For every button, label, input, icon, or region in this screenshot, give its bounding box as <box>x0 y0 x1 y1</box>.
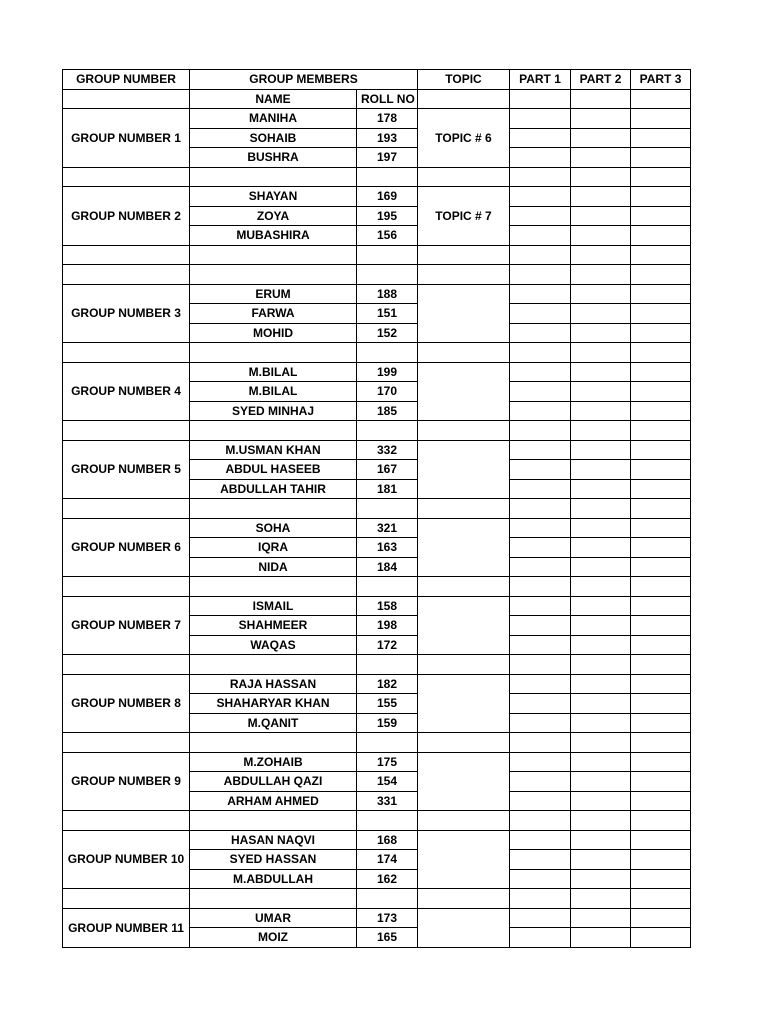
empty-cell[interactable] <box>190 889 357 909</box>
member-roll-no[interactable]: 155 <box>357 694 418 714</box>
empty-cell[interactable] <box>631 343 691 363</box>
spacer-row <box>63 265 691 285</box>
empty-cell[interactable] <box>510 265 571 285</box>
empty-cell[interactable] <box>631 421 691 441</box>
part1-cell[interactable] <box>510 206 571 226</box>
empty-cell[interactable] <box>63 167 190 187</box>
member-roll-no[interactable]: 195 <box>357 206 418 226</box>
part2-cell[interactable] <box>571 713 631 733</box>
header-row <box>63 70 691 90</box>
part1-cell[interactable] <box>510 928 571 948</box>
part1-cell[interactable] <box>510 791 571 811</box>
empty-cell[interactable] <box>571 265 631 285</box>
empty-cell[interactable] <box>571 733 631 753</box>
part1-cell[interactable] <box>510 401 571 421</box>
member-name[interactable]: RAJA HASSAN <box>190 674 357 694</box>
member-roll-no[interactable]: 170 <box>357 382 418 402</box>
member-row <box>63 284 691 304</box>
group-members-header[interactable]: GROUP MEMBERS <box>190 70 418 90</box>
part2-cell[interactable] <box>571 694 631 714</box>
member-name[interactable]: ERUM <box>190 284 357 304</box>
part1-cell[interactable] <box>510 440 571 460</box>
group-assignment-table <box>62 69 691 948</box>
part3-cell[interactable] <box>631 928 691 948</box>
part3-cell[interactable] <box>631 148 691 168</box>
part2-cell[interactable] <box>571 869 631 889</box>
member-name[interactable]: M.ABDULLAH <box>190 869 357 889</box>
member-roll-no[interactable]: 185 <box>357 401 418 421</box>
empty-cell[interactable] <box>510 733 571 753</box>
spacer-row <box>63 245 691 265</box>
part2-cell[interactable] <box>571 109 631 129</box>
member-name[interactable]: FARWA <box>190 304 357 324</box>
member-roll-no[interactable]: 151 <box>357 304 418 324</box>
part3-cell[interactable] <box>631 538 691 558</box>
part1-cell[interactable] <box>510 187 571 207</box>
part1-cell[interactable] <box>510 226 571 246</box>
part2-cell[interactable] <box>571 791 631 811</box>
empty-cell[interactable] <box>418 577 510 597</box>
empty-cell[interactable] <box>63 245 190 265</box>
empty-cell[interactable] <box>571 421 631 441</box>
part3-cell[interactable] <box>631 362 691 382</box>
member-name[interactable]: MANIHA <box>190 109 357 129</box>
part3-cell[interactable] <box>631 304 691 324</box>
member-roll-no[interactable]: 182 <box>357 674 418 694</box>
empty-cell[interactable] <box>418 89 510 109</box>
part2-cell[interactable] <box>571 479 631 499</box>
part1-cell[interactable] <box>510 518 571 538</box>
part1-cell[interactable] <box>510 752 571 772</box>
group-topic[interactable] <box>418 674 510 733</box>
spacer-row <box>63 733 691 753</box>
empty-cell[interactable] <box>510 655 571 675</box>
part2-cell[interactable] <box>571 187 631 207</box>
empty-cell[interactable] <box>418 421 510 441</box>
part2-header[interactable]: PART 2 <box>571 70 631 90</box>
empty-cell[interactable] <box>190 577 357 597</box>
member-name[interactable]: ZOYA <box>190 206 357 226</box>
empty-cell[interactable] <box>190 245 357 265</box>
part3-cell[interactable] <box>631 440 691 460</box>
empty-cell[interactable] <box>190 655 357 675</box>
empty-cell[interactable] <box>63 577 190 597</box>
part1-cell[interactable] <box>510 674 571 694</box>
part1-cell[interactable] <box>510 635 571 655</box>
empty-cell[interactable] <box>190 421 357 441</box>
empty-cell[interactable] <box>357 167 418 187</box>
empty-cell[interactable] <box>631 245 691 265</box>
part3-cell[interactable] <box>631 187 691 207</box>
empty-cell[interactable] <box>190 343 357 363</box>
empty-cell[interactable] <box>63 655 190 675</box>
spacer-row <box>63 655 691 675</box>
group-label[interactable]: GROUP NUMBER 6 <box>63 518 190 577</box>
empty-cell[interactable] <box>357 499 418 519</box>
part2-cell[interactable] <box>571 362 631 382</box>
part3-cell[interactable] <box>631 596 691 616</box>
spacer-row <box>63 421 691 441</box>
group-topic[interactable] <box>418 440 510 499</box>
part3-cell[interactable] <box>631 518 691 538</box>
part3-cell[interactable] <box>631 226 691 246</box>
member-name[interactable]: M.QANIT <box>190 713 357 733</box>
member-name[interactable]: ABDULLAH QAZI <box>190 772 357 792</box>
subheader-row <box>63 89 691 109</box>
part2-cell[interactable] <box>571 401 631 421</box>
member-row <box>63 187 691 207</box>
member-roll-no[interactable]: 178 <box>357 109 418 129</box>
part1-cell[interactable] <box>510 694 571 714</box>
member-roll-no[interactable]: 332 <box>357 440 418 460</box>
part3-cell[interactable] <box>631 128 691 148</box>
spacer-row <box>63 343 691 363</box>
part1-cell[interactable] <box>510 382 571 402</box>
member-roll-no[interactable]: 331 <box>357 791 418 811</box>
part3-cell[interactable] <box>631 772 691 792</box>
part3-cell[interactable] <box>631 109 691 129</box>
member-name[interactable]: SOHA <box>190 518 357 538</box>
empty-cell[interactable] <box>510 499 571 519</box>
member-name[interactable]: ABDUL HASEEB <box>190 460 357 480</box>
part3-cell[interactable] <box>631 674 691 694</box>
empty-cell[interactable] <box>510 89 571 109</box>
part1-header[interactable]: PART 1 <box>510 70 571 90</box>
member-name[interactable]: SHAHARYAR KHAN <box>190 694 357 714</box>
part3-cell[interactable] <box>631 713 691 733</box>
empty-cell[interactable] <box>418 655 510 675</box>
empty-cell[interactable] <box>571 577 631 597</box>
empty-cell[interactable] <box>357 577 418 597</box>
empty-cell[interactable] <box>418 167 510 187</box>
part3-cell[interactable] <box>631 850 691 870</box>
part1-cell[interactable] <box>510 772 571 792</box>
empty-cell[interactable] <box>571 811 631 831</box>
empty-cell[interactable] <box>190 265 357 285</box>
part2-cell[interactable] <box>571 635 631 655</box>
member-roll-no[interactable]: 156 <box>357 226 418 246</box>
part1-cell[interactable] <box>510 557 571 577</box>
member-name[interactable]: MOIZ <box>190 928 357 948</box>
group-label[interactable]: GROUP NUMBER 10 <box>63 830 190 889</box>
member-roll-no[interactable]: 152 <box>357 323 418 343</box>
part2-cell[interactable] <box>571 460 631 480</box>
empty-cell[interactable] <box>510 889 571 909</box>
member-roll-no[interactable]: 181 <box>357 479 418 499</box>
part2-cell[interactable] <box>571 830 631 850</box>
group-label[interactable]: GROUP NUMBER 2 <box>63 187 190 246</box>
part1-cell[interactable] <box>510 323 571 343</box>
part2-cell[interactable] <box>571 323 631 343</box>
spacer-row <box>63 889 691 909</box>
group-topic[interactable]: TOPIC # 7 <box>418 187 510 246</box>
part3-cell[interactable] <box>631 869 691 889</box>
empty-cell[interactable] <box>571 343 631 363</box>
member-row <box>63 596 691 616</box>
group-label[interactable]: GROUP NUMBER 8 <box>63 674 190 733</box>
part2-cell[interactable] <box>571 518 631 538</box>
member-row <box>63 518 691 538</box>
part3-cell[interactable] <box>631 830 691 850</box>
part1-cell[interactable] <box>510 109 571 129</box>
empty-cell[interactable] <box>571 245 631 265</box>
member-roll-no[interactable]: 163 <box>357 538 418 558</box>
empty-cell[interactable] <box>190 167 357 187</box>
part3-cell[interactable] <box>631 908 691 928</box>
group-topic[interactable] <box>418 518 510 577</box>
member-name[interactable]: SHAHMEER <box>190 616 357 636</box>
part3-cell[interactable] <box>631 791 691 811</box>
empty-cell[interactable] <box>63 889 190 909</box>
part2-cell[interactable] <box>571 148 631 168</box>
empty-cell[interactable] <box>63 421 190 441</box>
member-roll-no[interactable]: 169 <box>357 187 418 207</box>
part1-cell[interactable] <box>510 304 571 324</box>
member-roll-no[interactable]: 321 <box>357 518 418 538</box>
part1-cell[interactable] <box>510 460 571 480</box>
group-topic[interactable] <box>418 362 510 421</box>
part3-cell[interactable] <box>631 752 691 772</box>
member-name[interactable]: M.BILAL <box>190 362 357 382</box>
empty-cell[interactable] <box>63 265 190 285</box>
part2-cell[interactable] <box>571 908 631 928</box>
empty-cell[interactable] <box>418 245 510 265</box>
group-number-header[interactable]: GROUP NUMBER <box>63 70 190 90</box>
empty-cell[interactable] <box>631 577 691 597</box>
spacer-row <box>63 577 691 597</box>
member-name[interactable]: ISMAIL <box>190 596 357 616</box>
member-name[interactable]: SYED MINHAJ <box>190 401 357 421</box>
empty-cell[interactable] <box>510 167 571 187</box>
part1-cell[interactable] <box>510 908 571 928</box>
empty-cell[interactable] <box>418 889 510 909</box>
name-header[interactable]: NAME <box>190 89 357 109</box>
part1-cell[interactable] <box>510 713 571 733</box>
empty-cell[interactable] <box>571 499 631 519</box>
part1-cell[interactable] <box>510 479 571 499</box>
member-roll-no[interactable]: 154 <box>357 772 418 792</box>
part2-cell[interactable] <box>571 850 631 870</box>
part2-cell[interactable] <box>571 284 631 304</box>
part2-cell[interactable] <box>571 304 631 324</box>
member-roll-no[interactable]: 184 <box>357 557 418 577</box>
empty-cell[interactable] <box>631 499 691 519</box>
part2-cell[interactable] <box>571 928 631 948</box>
part2-cell[interactable] <box>571 440 631 460</box>
member-roll-no[interactable]: 172 <box>357 635 418 655</box>
part2-cell[interactable] <box>571 616 631 636</box>
empty-cell[interactable] <box>357 265 418 285</box>
member-roll-no[interactable]: 158 <box>357 596 418 616</box>
group-topic[interactable] <box>418 284 510 343</box>
part1-cell[interactable] <box>510 148 571 168</box>
part3-cell[interactable] <box>631 635 691 655</box>
member-roll-no[interactable]: 167 <box>357 460 418 480</box>
empty-cell[interactable] <box>63 343 190 363</box>
empty-cell[interactable] <box>63 733 190 753</box>
empty-cell[interactable] <box>631 733 691 753</box>
part3-cell[interactable] <box>631 694 691 714</box>
member-row <box>63 362 691 382</box>
member-roll-no[interactable]: 193 <box>357 128 418 148</box>
member-roll-no[interactable]: 168 <box>357 830 418 850</box>
group-label[interactable]: GROUP NUMBER 9 <box>63 752 190 811</box>
spacer-row <box>63 167 691 187</box>
member-row <box>63 830 691 850</box>
part2-cell[interactable] <box>571 226 631 246</box>
member-row <box>63 674 691 694</box>
empty-cell[interactable] <box>510 811 571 831</box>
part2-cell[interactable] <box>571 538 631 558</box>
part2-cell[interactable] <box>571 382 631 402</box>
member-name[interactable]: MUBASHIRA <box>190 226 357 246</box>
part1-cell[interactable] <box>510 616 571 636</box>
empty-cell[interactable] <box>631 655 691 675</box>
part1-cell[interactable] <box>510 284 571 304</box>
member-name[interactable]: ARHAM AHMED <box>190 791 357 811</box>
empty-cell[interactable] <box>357 733 418 753</box>
empty-cell[interactable] <box>631 89 691 109</box>
empty-cell[interactable] <box>190 733 357 753</box>
group-topic[interactable] <box>418 908 510 947</box>
member-row <box>63 109 691 129</box>
member-name[interactable]: SHAYAN <box>190 187 357 207</box>
empty-cell[interactable] <box>418 499 510 519</box>
member-roll-no[interactable]: 188 <box>357 284 418 304</box>
topic-header[interactable]: TOPIC <box>418 70 510 90</box>
part3-cell[interactable] <box>631 206 691 226</box>
member-name[interactable]: IQRA <box>190 538 357 558</box>
part2-cell[interactable] <box>571 772 631 792</box>
part3-cell[interactable] <box>631 479 691 499</box>
empty-cell[interactable] <box>510 577 571 597</box>
group-label[interactable]: GROUP NUMBER 1 <box>63 109 190 168</box>
member-roll-no[interactable]: 198 <box>357 616 418 636</box>
member-name[interactable]: BUSHRA <box>190 148 357 168</box>
member-name[interactable]: WAQAS <box>190 635 357 655</box>
member-roll-no[interactable]: 173 <box>357 908 418 928</box>
member-name[interactable]: M.USMAN KHAN <box>190 440 357 460</box>
group-label[interactable]: GROUP NUMBER 4 <box>63 362 190 421</box>
empty-cell[interactable] <box>418 343 510 363</box>
group-topic[interactable] <box>418 752 510 811</box>
empty-cell[interactable] <box>418 811 510 831</box>
empty-cell[interactable] <box>63 89 190 109</box>
empty-cell[interactable] <box>510 343 571 363</box>
empty-cell[interactable] <box>631 167 691 187</box>
member-roll-no[interactable]: 159 <box>357 713 418 733</box>
empty-cell[interactable] <box>357 889 418 909</box>
empty-cell[interactable] <box>357 421 418 441</box>
part2-cell[interactable] <box>571 128 631 148</box>
member-name[interactable]: ABDULLAH TAHIR <box>190 479 357 499</box>
member-row <box>63 908 691 928</box>
empty-cell[interactable] <box>571 167 631 187</box>
member-name[interactable]: UMAR <box>190 908 357 928</box>
group-topic[interactable] <box>418 596 510 655</box>
member-name[interactable]: SOHAIB <box>190 128 357 148</box>
roll-no-header[interactable]: ROLL NO <box>357 89 418 109</box>
empty-cell[interactable] <box>571 655 631 675</box>
group-label[interactable]: GROUP NUMBER 3 <box>63 284 190 343</box>
member-roll-no[interactable]: 174 <box>357 850 418 870</box>
member-row <box>63 752 691 772</box>
group-label[interactable]: GROUP NUMBER 7 <box>63 596 190 655</box>
empty-cell[interactable] <box>631 265 691 285</box>
empty-cell[interactable] <box>571 889 631 909</box>
part2-cell[interactable] <box>571 596 631 616</box>
empty-cell[interactable] <box>63 499 190 519</box>
member-roll-no[interactable]: 175 <box>357 752 418 772</box>
member-name[interactable]: M.BILAL <box>190 382 357 402</box>
group-label[interactable]: GROUP NUMBER 5 <box>63 440 190 499</box>
empty-cell[interactable] <box>63 811 190 831</box>
part3-cell[interactable] <box>631 323 691 343</box>
member-row <box>63 440 691 460</box>
member-name[interactable]: NIDA <box>190 557 357 577</box>
group-label[interactable]: GROUP NUMBER 11 <box>63 908 190 947</box>
part1-cell[interactable] <box>510 869 571 889</box>
empty-cell[interactable] <box>418 265 510 285</box>
part3-cell[interactable] <box>631 616 691 636</box>
empty-cell[interactable] <box>190 811 357 831</box>
member-name[interactable]: M.ZOHAIB <box>190 752 357 772</box>
empty-cell[interactable] <box>357 655 418 675</box>
empty-cell[interactable] <box>510 245 571 265</box>
empty-cell[interactable] <box>510 421 571 441</box>
part2-cell[interactable] <box>571 206 631 226</box>
part3-cell[interactable] <box>631 460 691 480</box>
part3-header[interactable]: PART 3 <box>631 70 691 90</box>
empty-cell[interactable] <box>631 811 691 831</box>
empty-cell[interactable] <box>418 733 510 753</box>
empty-cell[interactable] <box>631 889 691 909</box>
member-name[interactable]: MOHID <box>190 323 357 343</box>
empty-cell[interactable] <box>357 811 418 831</box>
part1-cell[interactable] <box>510 596 571 616</box>
member-roll-no[interactable]: 165 <box>357 928 418 948</box>
member-roll-no[interactable]: 197 <box>357 148 418 168</box>
empty-cell[interactable] <box>357 343 418 363</box>
part1-cell[interactable] <box>510 362 571 382</box>
part3-cell[interactable] <box>631 284 691 304</box>
part2-cell[interactable] <box>571 557 631 577</box>
group-topic[interactable] <box>418 830 510 889</box>
part1-cell[interactable] <box>510 128 571 148</box>
part3-cell[interactable] <box>631 557 691 577</box>
member-roll-no[interactable]: 199 <box>357 362 418 382</box>
part1-cell[interactable] <box>510 538 571 558</box>
empty-cell[interactable] <box>190 499 357 519</box>
spacer-row <box>63 499 691 519</box>
part3-cell[interactable] <box>631 401 691 421</box>
spacer-row <box>63 811 691 831</box>
member-name[interactable]: HASAN NAQVI <box>190 830 357 850</box>
part2-cell[interactable] <box>571 752 631 772</box>
part3-cell[interactable] <box>631 382 691 402</box>
empty-cell[interactable] <box>357 245 418 265</box>
group-topic[interactable]: TOPIC # 6 <box>418 109 510 168</box>
part1-cell[interactable] <box>510 850 571 870</box>
part1-cell[interactable] <box>510 830 571 850</box>
empty-cell[interactable] <box>571 89 631 109</box>
member-roll-no[interactable]: 162 <box>357 869 418 889</box>
part2-cell[interactable] <box>571 674 631 694</box>
member-name[interactable]: SYED HASSAN <box>190 850 357 870</box>
